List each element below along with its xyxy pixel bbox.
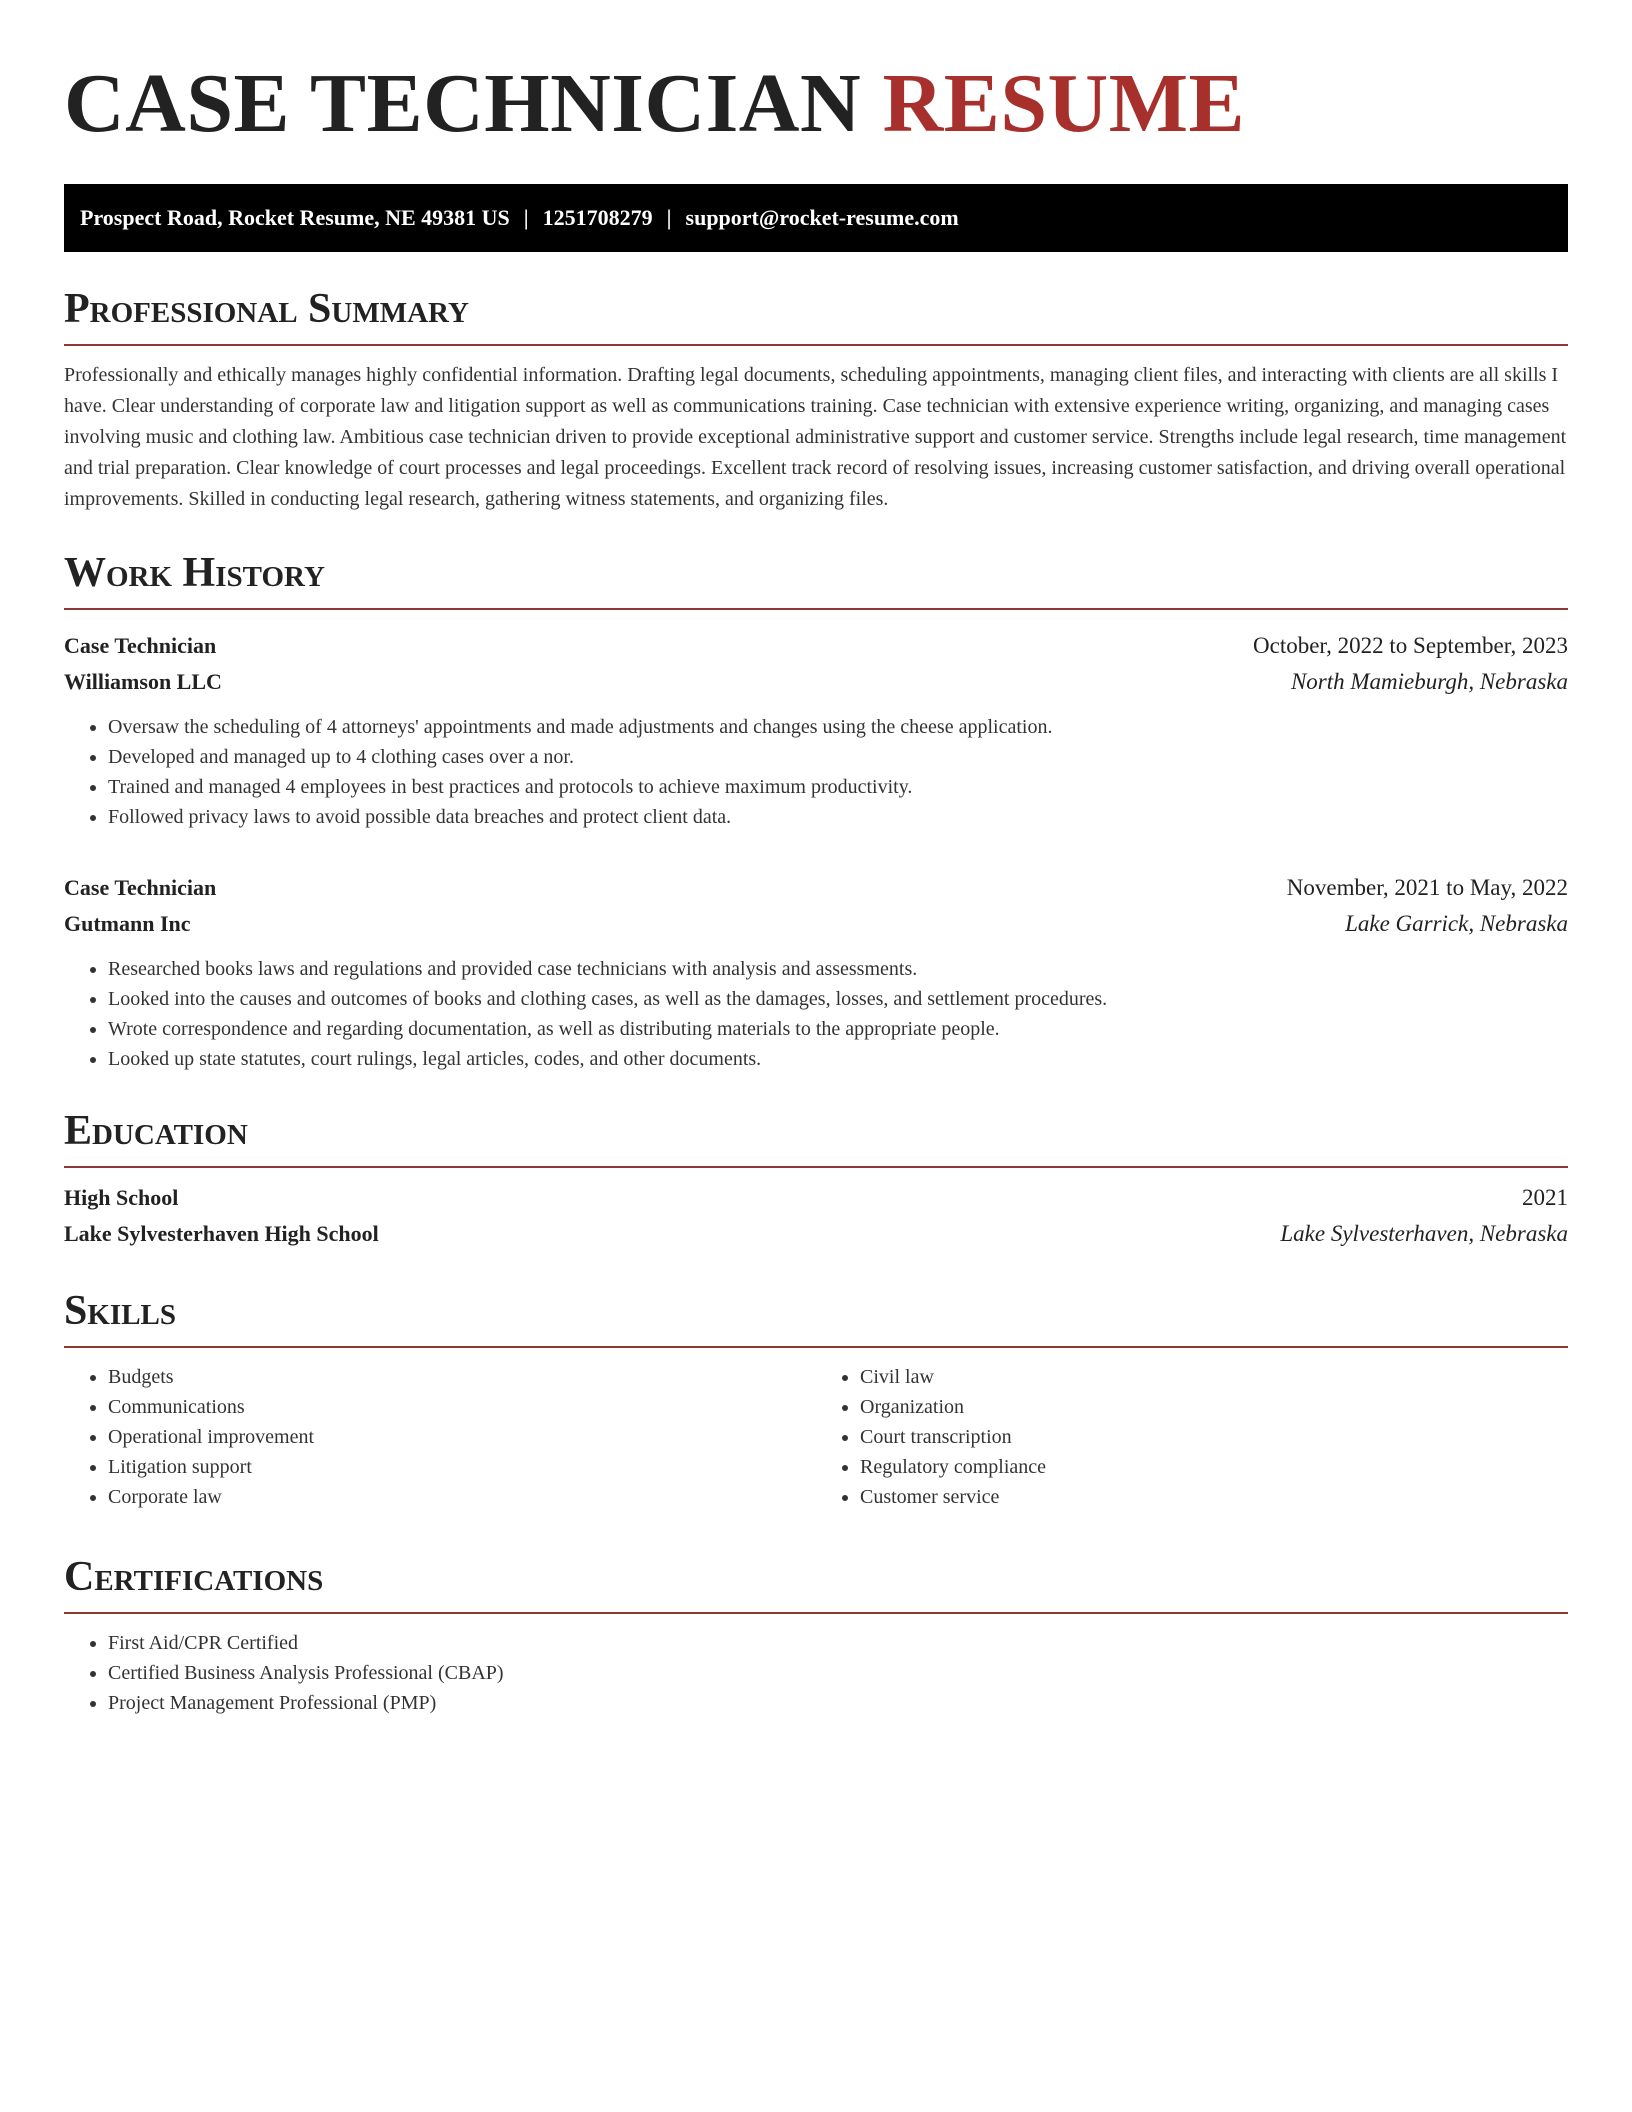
job-company-row [64, 906, 1568, 942]
certifications-section [64, 1552, 1568, 1718]
job-company: Williamson LLC [64, 669, 222, 694]
job-company: Gutmann Inc [64, 911, 191, 936]
title-main: CASE TECHNICIAN [64, 57, 862, 150]
education-school: Lake Sylvesterhaven High School [64, 1221, 379, 1246]
skill-item: • Court transcription [860, 1422, 1568, 1452]
contact-email: support@rocket-resume.com [685, 205, 959, 230]
section-heading: Professional Summary [64, 286, 469, 332]
list-item: • Trained and managed 4 employees in best practices and protocols to achieve maximum productivity. [108, 772, 1568, 802]
education-location: Lake Sylvesterhaven, Nebraska [1280, 1221, 1568, 1246]
resume-page [64, 0, 1568, 252]
skills-list-right [816, 1362, 1568, 1512]
certifications-list [64, 1628, 1568, 1718]
section-divider [64, 1612, 1568, 1614]
skills-section [64, 1286, 1568, 1512]
job-entry [64, 870, 1568, 1074]
job-header-row [64, 628, 1568, 664]
education-school-row [64, 1216, 1568, 1252]
education-header-row [64, 1180, 1568, 1216]
skills-list-left [64, 1362, 816, 1512]
section-heading: Work History [64, 550, 325, 596]
contact-separator: | [523, 205, 529, 230]
contact-separator: | [666, 205, 672, 230]
skill-item: • Regulatory compliance [860, 1452, 1568, 1482]
section-divider [64, 344, 1568, 346]
section-heading: Certifications [64, 1554, 324, 1600]
skill-item: • Civil law [860, 1362, 1568, 1392]
work-history-section [64, 548, 1568, 610]
section-divider [64, 1346, 1568, 1348]
education-section [64, 1106, 1568, 1252]
list-item: • Wrote correspondence and regarding documentation, as well as distributing materials to the appropriate people. [108, 1014, 1568, 1044]
section-divider [64, 1166, 1568, 1168]
list-item: • Developed and managed up to 4 clothing cases over a nor. [108, 742, 1568, 772]
job-bullets [64, 954, 1568, 1074]
skill-item: • Organization [860, 1392, 1568, 1422]
certification-item: • First Aid/CPR Certified [108, 1628, 1568, 1658]
job-entry [64, 628, 1568, 832]
list-item: • Oversaw the scheduling of 4 attorneys' appointments and made adjustments and changes using the cheese application. [108, 712, 1568, 742]
resume-title [64, 56, 1568, 152]
job-dates: November, 2021 to May, 2022 [1286, 875, 1568, 900]
contact-bar [64, 184, 1568, 252]
skill-item: • Operational improvement [108, 1422, 816, 1452]
job-location: Lake Garrick, Nebraska [1345, 911, 1568, 936]
list-item: • Followed privacy laws to avoid possible data breaches and protect client data. [108, 802, 1568, 832]
section-heading: Skills [64, 1288, 177, 1334]
skills-grid [64, 1362, 1568, 1512]
skill-item: • Corporate law [108, 1482, 816, 1512]
education-year: 2021 [1522, 1185, 1568, 1210]
job-bullets [64, 712, 1568, 832]
list-item: • Researched books laws and regulations and provided case technicians with analysis and assessments. [108, 954, 1568, 984]
certification-item: • Certified Business Analysis Professional (CBAP) [108, 1658, 1568, 1688]
skill-item: • Customer service [860, 1482, 1568, 1512]
contact-address: Prospect Road, Rocket Resume, NE 49381 US [80, 205, 510, 230]
education-degree: High School [64, 1185, 179, 1210]
certification-item: • Project Management Professional (PMP) [108, 1688, 1568, 1718]
skill-item: • Litigation support [108, 1452, 816, 1482]
contact-phone: 1251708279 [542, 205, 653, 230]
job-title: Case Technician [64, 875, 217, 900]
skill-item: • Budgets [108, 1362, 816, 1392]
section-heading: Education [64, 1108, 248, 1154]
list-item: • Looked up state statutes, court rulings, legal articles, codes, and other documents. [108, 1044, 1568, 1074]
section-divider [64, 608, 1568, 610]
list-item: • Looked into the causes and outcomes of books and clothing cases, as well as the damages, losses, and settlement procedures. [108, 984, 1568, 1014]
job-company-row [64, 664, 1568, 700]
skill-item: • Communications [108, 1392, 816, 1422]
job-location: North Mamieburgh, Nebraska [1290, 669, 1568, 694]
job-title: Case Technician [64, 633, 217, 658]
title-accent: RESUME [882, 57, 1246, 150]
summary-text: Professionally and ethically manages highly confidential information. Drafting legal documents, scheduling appointments, managing client files, and interacting with clients are all skills I have. Clear understanding of corporate law and litigation support as well as communications training. Case technician with extensive experience writing, organizing, and managing cases involving music and clothing law. Ambitious case technician driven to provide exceptional administrative support and customer service. Strengths include legal research, time management and trial preparation. Clear knowledge of court processes and legal proceedings. Excellent track record of resolving issues, increasing customer satisfaction, and driving overall operational improvements. Skilled in conducting legal research, gathering witness statements, and organizing files. [64, 364, 1567, 510]
job-dates: October, 2022 to September, 2023 [1253, 633, 1568, 658]
summary-section [64, 284, 1568, 515]
job-header-row [64, 870, 1568, 906]
